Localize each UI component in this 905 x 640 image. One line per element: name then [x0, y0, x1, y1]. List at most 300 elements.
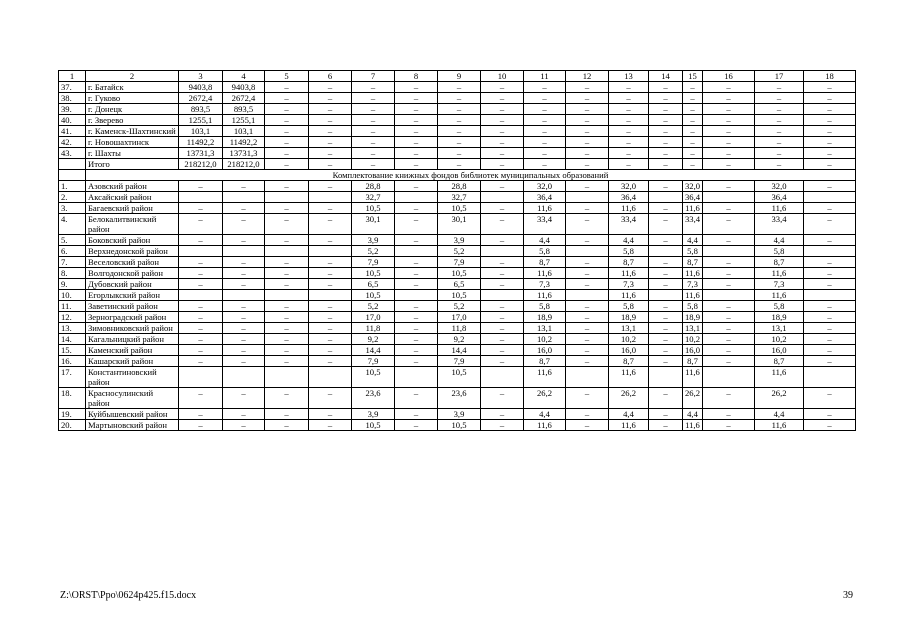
value-cell: –: [755, 137, 804, 148]
value-cell: –: [352, 137, 395, 148]
row-number-cell: 20.: [59, 420, 86, 431]
value-cell: –: [804, 345, 856, 356]
value-cell: –: [649, 388, 683, 409]
value-cell: 10,5: [352, 367, 395, 388]
value-cell: –: [703, 214, 755, 235]
row-number-cell: 5.: [59, 235, 86, 246]
value-cell: –: [649, 93, 683, 104]
value-cell: –: [395, 159, 438, 170]
value-cell: 33,4: [609, 214, 649, 235]
row-number-cell: 43.: [59, 148, 86, 159]
value-cell: –: [395, 334, 438, 345]
row-number-cell: 38.: [59, 93, 86, 104]
value-cell: 9: [438, 71, 481, 82]
value-cell: –: [179, 257, 223, 268]
value-cell: –: [683, 104, 703, 115]
value-cell: –: [524, 115, 566, 126]
value-cell: –: [395, 409, 438, 420]
value-cell: [804, 290, 856, 301]
value-cell: 36,4: [755, 192, 804, 203]
value-cell: 12: [566, 71, 609, 82]
value-cell: –: [804, 159, 856, 170]
value-cell: [481, 290, 524, 301]
territory-cell: г. Новошахтинск: [86, 137, 179, 148]
value-cell: 5,2: [352, 301, 395, 312]
value-cell: –: [649, 235, 683, 246]
value-cell: –: [524, 82, 566, 93]
value-cell: 11,6: [683, 290, 703, 301]
table-row: [59, 334, 856, 345]
table-row: [59, 345, 856, 356]
value-cell: 11,6: [609, 268, 649, 279]
value-cell: –: [703, 203, 755, 214]
value-cell: [223, 367, 265, 388]
table-row: [59, 312, 856, 323]
value-cell: –: [804, 388, 856, 409]
value-cell: 8,7: [609, 356, 649, 367]
value-cell: 5,8: [609, 301, 649, 312]
value-cell: –: [649, 159, 683, 170]
value-cell: [395, 246, 438, 257]
value-cell: –: [481, 312, 524, 323]
value-cell: –: [309, 420, 352, 431]
value-cell: –: [438, 104, 481, 115]
value-cell: –: [755, 159, 804, 170]
section-row: [59, 170, 856, 181]
value-cell: –: [703, 301, 755, 312]
value-cell: –: [649, 312, 683, 323]
value-cell: –: [179, 345, 223, 356]
value-cell: –: [309, 126, 352, 137]
value-cell: 5,8: [755, 246, 804, 257]
value-cell: –: [309, 137, 352, 148]
value-cell: –: [309, 104, 352, 115]
value-cell: 10: [481, 71, 524, 82]
value-cell: –: [649, 203, 683, 214]
value-cell: –: [566, 323, 609, 334]
value-cell: 5,8: [683, 301, 703, 312]
value-cell: 4,4: [609, 409, 649, 420]
value-cell: –: [804, 279, 856, 290]
territory-cell: Азовский район: [86, 181, 179, 192]
row-number-cell: [59, 159, 86, 170]
value-cell: –: [804, 356, 856, 367]
territory-cell: Веселовский район: [86, 257, 179, 268]
value-cell: –: [481, 235, 524, 246]
value-cell: 13,1: [755, 323, 804, 334]
value-cell: 30,1: [438, 214, 481, 235]
table-row: [59, 104, 856, 115]
value-cell: [566, 367, 609, 388]
row-number-cell: 3.: [59, 203, 86, 214]
value-cell: –: [703, 257, 755, 268]
row-number-cell: 7.: [59, 257, 86, 268]
row-number-cell: 12.: [59, 312, 86, 323]
value-cell: –: [649, 334, 683, 345]
value-cell: –: [804, 235, 856, 246]
value-cell: –: [649, 420, 683, 431]
value-cell: [179, 246, 223, 257]
value-cell: 4,4: [609, 235, 649, 246]
table-row: [59, 126, 856, 137]
value-cell: 10,2: [609, 334, 649, 345]
value-cell: –: [352, 115, 395, 126]
value-cell: 15: [683, 71, 703, 82]
value-cell: 5,2: [352, 246, 395, 257]
value-cell: –: [481, 148, 524, 159]
value-cell: –: [703, 148, 755, 159]
value-cell: –: [352, 148, 395, 159]
value-cell: 10,5: [438, 420, 481, 431]
territory-cell: Егорлыкский район: [86, 290, 179, 301]
row-number-cell: 11.: [59, 301, 86, 312]
value-cell: 17,0: [352, 312, 395, 323]
value-cell: –: [481, 214, 524, 235]
territory-cell: Аксайский район: [86, 192, 179, 203]
value-cell: 5,2: [438, 301, 481, 312]
territory-cell: Боковский район: [86, 235, 179, 246]
value-cell: –: [755, 104, 804, 115]
value-cell: –: [438, 159, 481, 170]
value-cell: 7,9: [352, 257, 395, 268]
value-cell: 32,0: [609, 181, 649, 192]
value-cell: –: [395, 126, 438, 137]
value-cell: –: [566, 268, 609, 279]
value-cell: 10,5: [352, 290, 395, 301]
value-cell: –: [566, 388, 609, 409]
value-cell: 23,6: [352, 388, 395, 409]
value-cell: –: [703, 115, 755, 126]
value-cell: –: [395, 356, 438, 367]
value-cell: 13731,3: [223, 148, 265, 159]
value-cell: –: [566, 301, 609, 312]
value-cell: 11,6: [524, 268, 566, 279]
value-cell: 218212,0: [179, 159, 223, 170]
value-cell: –: [265, 388, 309, 409]
value-cell: 11,6: [524, 420, 566, 431]
value-cell: 18,9: [683, 312, 703, 323]
value-cell: –: [179, 214, 223, 235]
value-cell: –: [265, 126, 309, 137]
value-cell: –: [438, 93, 481, 104]
value-cell: [179, 192, 223, 203]
value-cell: –: [352, 93, 395, 104]
value-cell: 3,9: [438, 409, 481, 420]
value-cell: –: [265, 409, 309, 420]
value-cell: [309, 290, 352, 301]
value-cell: 17: [755, 71, 804, 82]
value-cell: –: [649, 115, 683, 126]
value-cell: –: [649, 268, 683, 279]
value-cell: 5,2: [438, 246, 481, 257]
value-cell: 30,1: [352, 214, 395, 235]
value-cell: –: [265, 257, 309, 268]
territory-cell: г. Батайск: [86, 82, 179, 93]
value-cell: [804, 246, 856, 257]
row-number-cell: 1: [59, 71, 86, 82]
value-cell: –: [395, 214, 438, 235]
value-cell: –: [804, 104, 856, 115]
value-cell: –: [804, 93, 856, 104]
table-row: [59, 257, 856, 268]
value-cell: [265, 290, 309, 301]
value-cell: 10,2: [524, 334, 566, 345]
value-cell: –: [566, 345, 609, 356]
row-number-cell: 39.: [59, 104, 86, 115]
value-cell: –: [265, 323, 309, 334]
empty-cell: [59, 170, 86, 181]
value-cell: –: [481, 82, 524, 93]
value-cell: –: [309, 203, 352, 214]
value-cell: 28,8: [352, 181, 395, 192]
territory-cell: Волгодонской район: [86, 268, 179, 279]
value-cell: –: [309, 181, 352, 192]
value-cell: 3,9: [438, 235, 481, 246]
value-cell: [309, 367, 352, 388]
value-cell: 16,0: [683, 345, 703, 356]
value-cell: 10,5: [352, 268, 395, 279]
territory-cell: Дубовский район: [86, 279, 179, 290]
value-cell: –: [649, 126, 683, 137]
territory-cell: Заветинский район: [86, 301, 179, 312]
value-cell: –: [481, 345, 524, 356]
value-cell: 8: [395, 71, 438, 82]
row-number-cell: 1.: [59, 181, 86, 192]
value-cell: –: [309, 388, 352, 409]
value-cell: –: [703, 235, 755, 246]
value-cell: 11492,2: [223, 137, 265, 148]
value-cell: –: [223, 214, 265, 235]
value-cell: –: [609, 82, 649, 93]
value-cell: 16,0: [609, 345, 649, 356]
value-cell: –: [566, 356, 609, 367]
value-cell: 3: [179, 71, 223, 82]
table-row: [59, 409, 856, 420]
value-cell: –: [223, 345, 265, 356]
value-cell: –: [395, 388, 438, 409]
value-cell: –: [395, 257, 438, 268]
value-cell: 8,7: [683, 257, 703, 268]
value-cell: –: [649, 257, 683, 268]
value-cell: –: [649, 137, 683, 148]
value-cell: –: [566, 312, 609, 323]
value-cell: 18,9: [755, 312, 804, 323]
value-cell: 32,0: [683, 181, 703, 192]
value-cell: [649, 290, 683, 301]
value-cell: [481, 367, 524, 388]
value-cell: –: [524, 104, 566, 115]
value-cell: 5,8: [755, 301, 804, 312]
value-cell: –: [223, 334, 265, 345]
value-cell: –: [524, 93, 566, 104]
value-cell: –: [395, 235, 438, 246]
value-cell: –: [179, 356, 223, 367]
territory-cell: Куйбышевский район: [86, 409, 179, 420]
value-cell: –: [481, 323, 524, 334]
value-cell: –: [566, 137, 609, 148]
value-cell: –: [703, 345, 755, 356]
row-number-cell: 4.: [59, 214, 86, 235]
value-cell: –: [804, 203, 856, 214]
value-cell: 11,6: [683, 268, 703, 279]
value-cell: –: [649, 104, 683, 115]
territory-cell: г. Зверево: [86, 115, 179, 126]
value-cell: –: [804, 301, 856, 312]
value-cell: –: [223, 203, 265, 214]
territory-cell: Итого: [86, 159, 179, 170]
value-cell: 10,5: [438, 290, 481, 301]
table-row: [59, 93, 856, 104]
value-cell: –: [609, 115, 649, 126]
value-cell: –: [524, 148, 566, 159]
value-cell: –: [309, 279, 352, 290]
value-cell: 5,8: [524, 301, 566, 312]
value-cell: 11,6: [755, 420, 804, 431]
value-cell: –: [309, 312, 352, 323]
value-cell: [649, 367, 683, 388]
value-cell: –: [755, 82, 804, 93]
value-cell: –: [649, 148, 683, 159]
value-cell: –: [566, 126, 609, 137]
value-cell: –: [566, 420, 609, 431]
value-cell: –: [649, 356, 683, 367]
value-cell: –: [265, 104, 309, 115]
value-cell: –: [265, 115, 309, 126]
value-cell: –: [309, 257, 352, 268]
value-cell: 103,1: [223, 126, 265, 137]
value-cell: 13,1: [524, 323, 566, 334]
value-cell: 17,0: [438, 312, 481, 323]
territory-cell: Кагальницкий район: [86, 334, 179, 345]
value-cell: 14,4: [438, 345, 481, 356]
value-cell: [481, 246, 524, 257]
value-cell: 6,5: [438, 279, 481, 290]
value-cell: 2672,4: [179, 93, 223, 104]
row-number-cell: 6.: [59, 246, 86, 257]
row-number-cell: 13.: [59, 323, 86, 334]
value-cell: –: [223, 301, 265, 312]
value-cell: 11,8: [352, 323, 395, 334]
value-cell: –: [395, 137, 438, 148]
value-cell: –: [395, 181, 438, 192]
value-cell: –: [703, 279, 755, 290]
value-cell: –: [395, 345, 438, 356]
value-cell: –: [265, 137, 309, 148]
territory-cell: Зимовниковский район: [86, 323, 179, 334]
table-row: [59, 115, 856, 126]
value-cell: –: [703, 323, 755, 334]
value-cell: –: [804, 214, 856, 235]
value-cell: –: [481, 203, 524, 214]
value-cell: 14,4: [352, 345, 395, 356]
value-cell: –: [395, 82, 438, 93]
value-cell: –: [804, 323, 856, 334]
value-cell: 11,6: [683, 367, 703, 388]
row-number-cell: 2.: [59, 192, 86, 203]
value-cell: 11,6: [609, 203, 649, 214]
value-cell: –: [481, 137, 524, 148]
value-cell: –: [309, 301, 352, 312]
value-cell: –: [683, 148, 703, 159]
value-cell: –: [566, 104, 609, 115]
value-cell: –: [309, 323, 352, 334]
value-cell: –: [703, 356, 755, 367]
value-cell: 893,5: [223, 104, 265, 115]
table-row: [59, 214, 856, 235]
table-row: [59, 235, 856, 246]
value-cell: –: [309, 356, 352, 367]
value-cell: –: [566, 93, 609, 104]
value-cell: –: [703, 420, 755, 431]
value-cell: –: [395, 301, 438, 312]
value-cell: –: [566, 334, 609, 345]
value-cell: 1255,1: [223, 115, 265, 126]
value-cell: –: [481, 334, 524, 345]
value-cell: [179, 367, 223, 388]
table-row: [59, 323, 856, 334]
value-cell: –: [755, 126, 804, 137]
value-cell: –: [265, 181, 309, 192]
row-number-cell: 14.: [59, 334, 86, 345]
value-cell: 26,2: [755, 388, 804, 409]
header-row: [59, 71, 856, 82]
value-cell: –: [649, 82, 683, 93]
value-cell: –: [804, 148, 856, 159]
value-cell: 23,6: [438, 388, 481, 409]
value-cell: [223, 246, 265, 257]
value-cell: 14: [649, 71, 683, 82]
value-cell: –: [223, 420, 265, 431]
row-number-cell: 16.: [59, 356, 86, 367]
table-row: [59, 82, 856, 93]
value-cell: –: [223, 268, 265, 279]
territory-cell: Каменский район: [86, 345, 179, 356]
table-row: [59, 367, 856, 388]
value-cell: 11,8: [438, 323, 481, 334]
value-cell: [395, 290, 438, 301]
value-cell: –: [703, 137, 755, 148]
value-cell: –: [309, 235, 352, 246]
value-cell: 32,0: [524, 181, 566, 192]
value-cell: 7,9: [438, 257, 481, 268]
value-cell: –: [609, 137, 649, 148]
value-cell: 4,4: [683, 409, 703, 420]
table-row: [59, 159, 856, 170]
value-cell: 33,4: [683, 214, 703, 235]
value-cell: 7,3: [683, 279, 703, 290]
value-cell: 11,6: [755, 290, 804, 301]
value-cell: 10,2: [683, 334, 703, 345]
value-cell: –: [609, 93, 649, 104]
value-cell: 36,4: [683, 192, 703, 203]
territory-cell: Красносулинский район: [86, 388, 179, 409]
value-cell: [566, 192, 609, 203]
value-cell: 11,6: [609, 367, 649, 388]
value-cell: –: [683, 137, 703, 148]
row-number-cell: 41.: [59, 126, 86, 137]
value-cell: –: [265, 82, 309, 93]
value-cell: –: [481, 159, 524, 170]
value-cell: –: [804, 115, 856, 126]
value-cell: 7: [352, 71, 395, 82]
value-cell: 4,4: [524, 235, 566, 246]
value-cell: –: [395, 268, 438, 279]
value-cell: [395, 192, 438, 203]
value-cell: –: [566, 115, 609, 126]
value-cell: –: [223, 356, 265, 367]
value-cell: –: [481, 420, 524, 431]
value-cell: –: [352, 159, 395, 170]
